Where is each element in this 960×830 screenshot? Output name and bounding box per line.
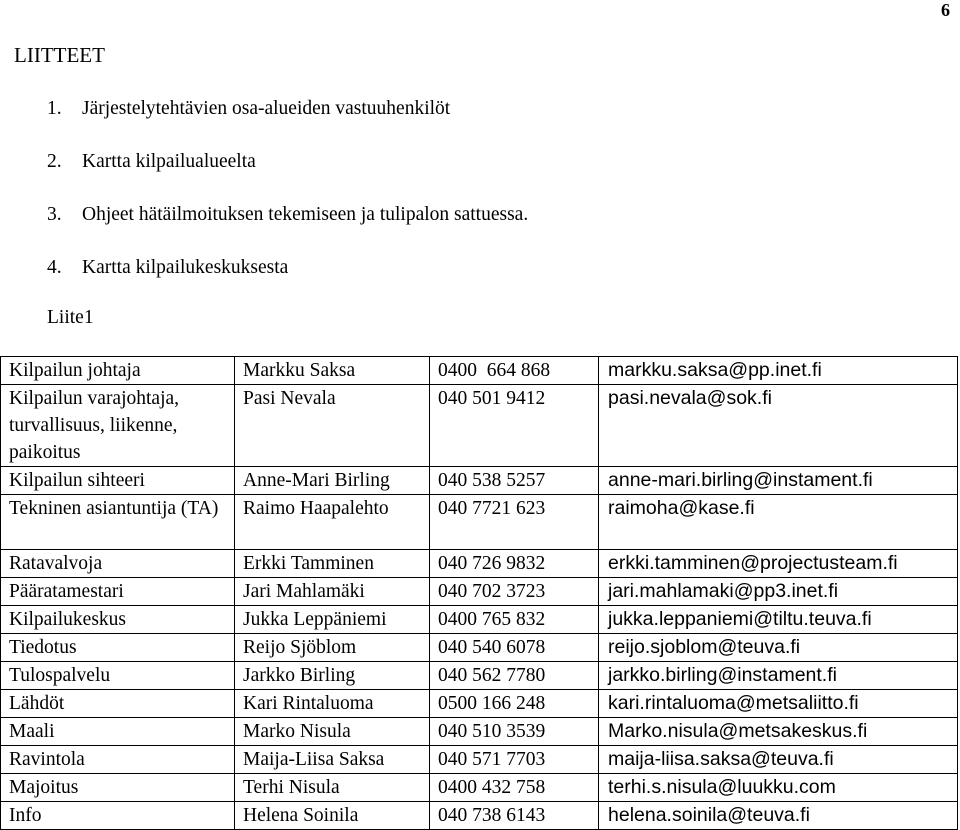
role-cell: Majoitus bbox=[1, 774, 235, 802]
email-link[interactable]: erkki.tamminen@projectusteam.fi bbox=[599, 550, 958, 578]
list-text: Kartta kilpailualueelta bbox=[82, 151, 256, 172]
table-row bbox=[1, 662, 958, 690]
list-number: 1. bbox=[47, 98, 62, 119]
role-cell: Ratavalvoja bbox=[1, 550, 235, 578]
phone-cell: 0500 166 248 bbox=[430, 690, 599, 718]
phone-cell: 0400 432 758 bbox=[430, 774, 599, 802]
table-row bbox=[1, 774, 958, 802]
name-cell: Markku Saksa bbox=[235, 357, 430, 385]
name-cell: Erkki Tamminen bbox=[235, 550, 430, 578]
name-cell: Raimo Haapalehto bbox=[235, 495, 430, 550]
page-title: LIITTEET bbox=[14, 43, 105, 67]
role-cell: Kilpailun johtaja bbox=[1, 357, 235, 385]
role-cell: Tulospalvelu bbox=[1, 662, 235, 690]
phone-cell: 040 726 9832 bbox=[430, 550, 599, 578]
phone-cell: 040 562 7780 bbox=[430, 662, 599, 690]
email-link[interactable]: anne-mari.birling@instament.fi bbox=[599, 467, 958, 495]
email-link[interactable]: kari.rintaluoma@metsaliitto.fi bbox=[599, 690, 958, 718]
page-number: 6 bbox=[941, 0, 950, 20]
phone-cell: 040 538 5257 bbox=[430, 467, 599, 495]
phone-cell: 040 510 3539 bbox=[430, 718, 599, 746]
email-link[interactable]: terhi.s.nisula@luukku.com bbox=[599, 774, 958, 802]
role-cell: Ravintola bbox=[1, 746, 235, 774]
email-link[interactable]: jukka.leppaniemi@tiltu.teuva.fi bbox=[599, 606, 958, 634]
list-text: Ohjeet hätäilmoituksen tekemiseen ja tulipalon sattuessa. bbox=[82, 204, 529, 225]
phone-cell: 040 738 6143 bbox=[430, 802, 599, 830]
email-link[interactable]: reijo.sjoblom@teuva.fi bbox=[599, 634, 958, 662]
email-link[interactable]: raimoha@kase.fi bbox=[599, 495, 958, 550]
email-link[interactable]: helena.soinila@teuva.fi bbox=[599, 802, 958, 830]
list-number: 4. bbox=[47, 257, 62, 278]
name-cell: Helena Soinila bbox=[235, 802, 430, 830]
appendix-list bbox=[47, 95, 528, 307]
role-cell: Info bbox=[1, 802, 235, 830]
role-cell: Maali bbox=[1, 718, 235, 746]
role-cell: Kilpailun sihteeri bbox=[1, 467, 235, 495]
phone-cell: 040 501 9412 bbox=[430, 385, 599, 467]
name-cell: Jari Mahlamäki bbox=[235, 578, 430, 606]
list-text: Järjestelytehtävien osa-alueiden vastuuhenkilöt bbox=[82, 98, 451, 119]
phone-cell: 0400 765 832 bbox=[430, 606, 599, 634]
phone-cell: 040 540 6078 bbox=[430, 634, 599, 662]
list-number: 2. bbox=[47, 151, 62, 172]
appendix-list-item bbox=[47, 201, 528, 254]
name-cell: Marko Nisula bbox=[235, 718, 430, 746]
table-row bbox=[1, 578, 958, 606]
table-row bbox=[1, 550, 958, 578]
table-row bbox=[1, 606, 958, 634]
email-link[interactable]: markku.saksa@pp.inet.fi bbox=[599, 357, 958, 385]
name-cell: Pasi Nevala bbox=[235, 385, 430, 467]
table-row bbox=[1, 690, 958, 718]
email-link[interactable]: jari.mahlamaki@pp3.inet.fi bbox=[599, 578, 958, 606]
appendix-list-item bbox=[47, 254, 528, 307]
table-row bbox=[1, 634, 958, 662]
table-row bbox=[1, 718, 958, 746]
name-cell: Maija-Liisa Saksa bbox=[235, 746, 430, 774]
phone-cell: 040 571 7703 bbox=[430, 746, 599, 774]
table-row bbox=[1, 495, 958, 550]
role-cell: Kilpailun varajohtaja, turvallisuus, liikenne, paikoitus bbox=[1, 385, 235, 467]
role-cell: Kilpailukeskus bbox=[1, 606, 235, 634]
list-text: Kartta kilpailukeskuksesta bbox=[82, 257, 289, 278]
name-cell: Terhi Nisula bbox=[235, 774, 430, 802]
role-cell: Pääratamestari bbox=[1, 578, 235, 606]
phone-cell: 0400 664 868 bbox=[430, 357, 599, 385]
phone-cell: 040 7721 623 bbox=[430, 495, 599, 550]
email-link[interactable]: maija-liisa.saksa@teuva.fi bbox=[599, 746, 958, 774]
name-cell: Anne-Mari Birling bbox=[235, 467, 430, 495]
table-row bbox=[1, 467, 958, 495]
table-row bbox=[1, 357, 958, 385]
appendix-label: Liite1 bbox=[47, 307, 94, 328]
role-cell: Lähdöt bbox=[1, 690, 235, 718]
phone-cell: 040 702 3723 bbox=[430, 578, 599, 606]
appendix-list-item bbox=[47, 148, 528, 201]
list-number: 3. bbox=[47, 204, 62, 225]
email-link[interactable]: jarkko.birling@instament.fi bbox=[599, 662, 958, 690]
email-link[interactable]: pasi.nevala@sok.fi bbox=[599, 385, 958, 467]
name-cell: Kari Rintaluoma bbox=[235, 690, 430, 718]
name-cell: Jarkko Birling bbox=[235, 662, 430, 690]
role-cell: Tiedotus bbox=[1, 634, 235, 662]
table-row bbox=[1, 746, 958, 774]
contacts-table bbox=[0, 356, 958, 830]
table-row bbox=[1, 385, 958, 467]
appendix-list-item bbox=[47, 95, 528, 148]
role-cell: Tekninen asiantuntija (TA) bbox=[1, 495, 235, 550]
email-link[interactable]: Marko.nisula@metsakeskus.fi bbox=[599, 718, 958, 746]
name-cell: Jukka Leppäniemi bbox=[235, 606, 430, 634]
name-cell: Reijo Sjöblom bbox=[235, 634, 430, 662]
table-row bbox=[1, 802, 958, 830]
